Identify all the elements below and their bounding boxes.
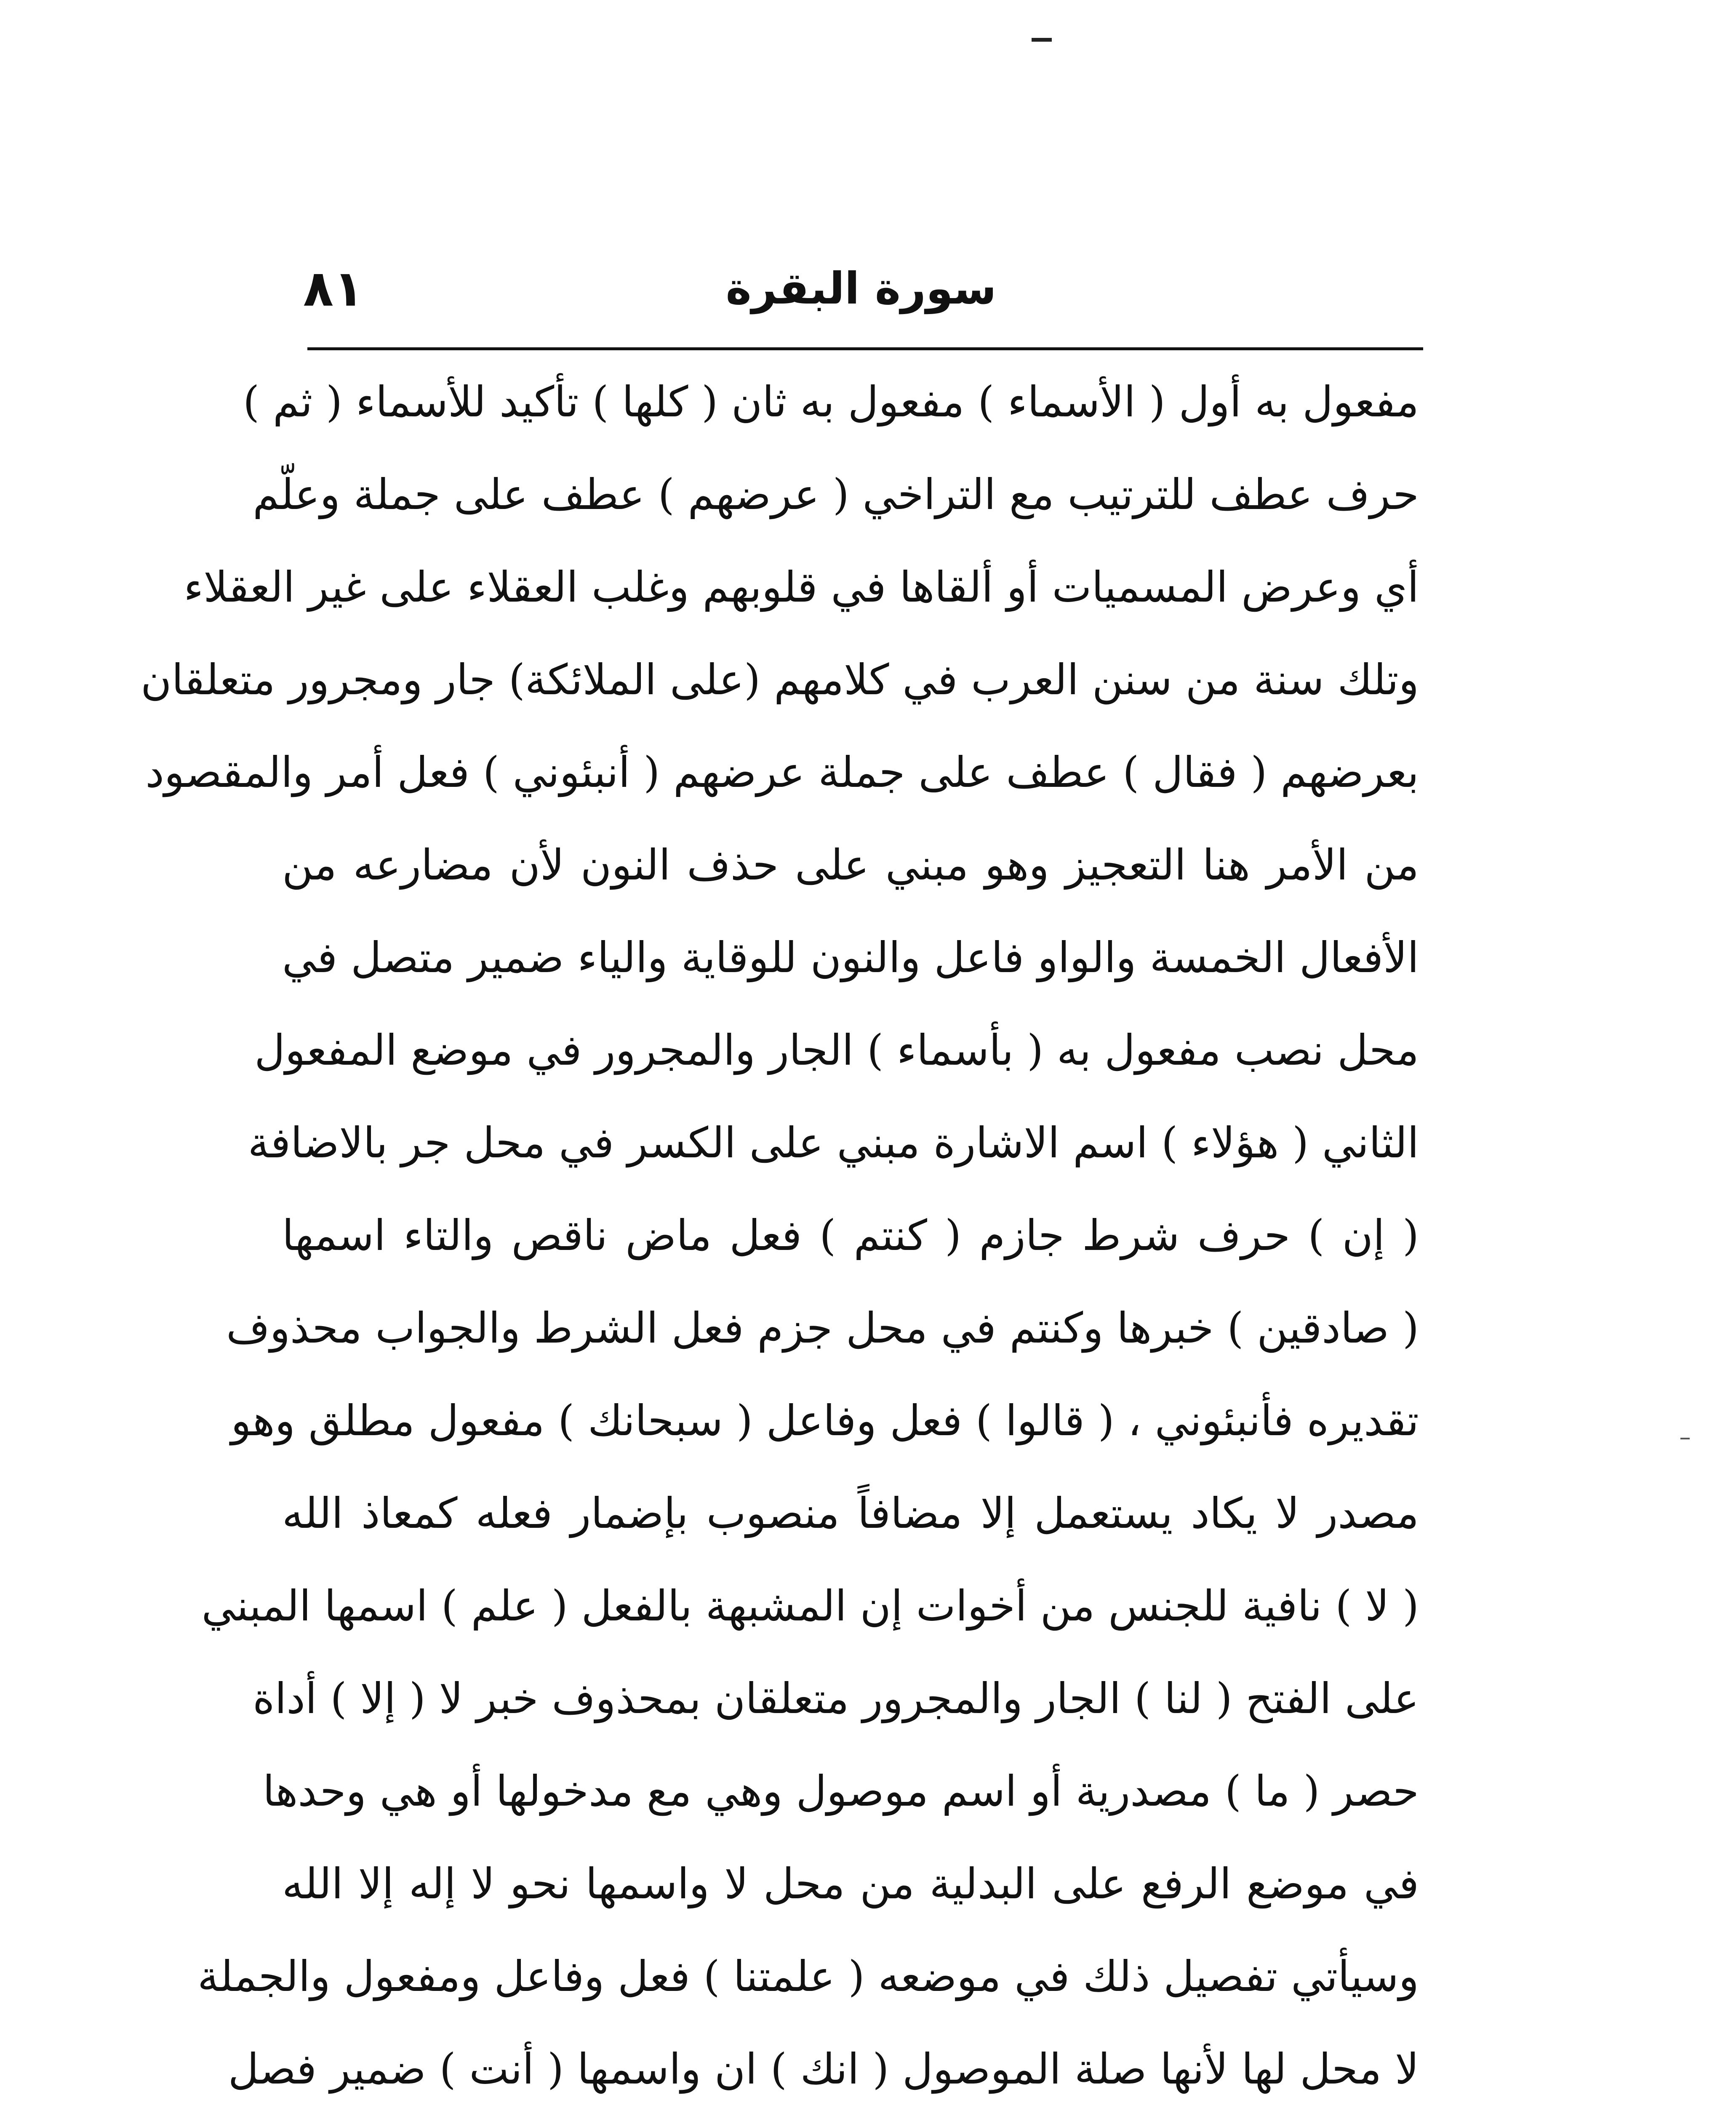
text-line: وتلك سنة من سنن العرب في كلامهم (على الملائكة) جار ومجرور متعلقان xyxy=(141,655,1419,704)
page-number: ٨١ xyxy=(303,259,364,317)
text-line: حصر ( ما ) مصدرية أو اسم موصول وهي مع مدخولها أو هي وحدها xyxy=(263,1767,1419,1816)
body-text xyxy=(141,356,1419,2105)
header-rule xyxy=(307,347,1423,350)
margin-tick-mark xyxy=(1680,1438,1690,1439)
text-line: الثاني ( هؤلاء ) اسم الاشارة مبني على الكسر في محل جر بالاضافة xyxy=(248,1118,1419,1167)
text-line: مفعول به أول ( الأسماء ) مفعول به ثان ( كلها ) تأكيد للأسماء ( ثم ) xyxy=(243,377,1419,426)
text-line: وسيأتي تفصيل ذلك في موضعه ( علمتنا ) فعل وفاعل ومفعول والجملة xyxy=(197,1952,1419,2001)
text-line: بعرضهم ( فقال ) عطف على جملة عرضهم ( أنبئوني ) فعل أمر والمقصود xyxy=(145,748,1419,797)
text-line: ( صادقين ) خبرها وكنتم في محل جزم فعل الشرط والجواب محذوف xyxy=(226,1303,1419,1353)
text-line: ( إن ) حرف شرط جازم ( كنتم ) فعل ماض ناقص والتاء اسمها xyxy=(282,1211,1419,1260)
page-header xyxy=(303,253,1419,333)
running-title: سورة البقرة xyxy=(725,263,997,314)
text-line: على الفتح ( لنا ) الجار والمجرور متعلقان بمحذوف خبر لا ( إلا ) أداة xyxy=(253,1674,1419,1723)
text-line: من الأمر هنا التعجيز وهو مبني على حذف النون لأن مضارعه من xyxy=(282,840,1419,890)
text-line: في موضع الرفع على البدلية من محل لا واسمها نحو لا إله إلا الله xyxy=(282,1859,1419,1908)
text-line: ( لا ) نافية للجنس من أخوات إن المشبهة بالفعل ( علم ) اسمها المبني xyxy=(201,1581,1419,1631)
text-line: مصدر لا يكاد يستعمل إلا مضافاً منصوب بإضمار فعله كمعاذ الله xyxy=(282,1489,1419,1538)
top-dash-mark xyxy=(1032,38,1052,42)
text-line: الأفعال الخمسة والواو فاعل والنون للوقاية والياء ضمير متصل في xyxy=(282,933,1419,982)
text-line: لا محل لها لأنها صلة الموصول ( انك ) ان واسمها ( أنت ) ضمير فصل xyxy=(228,2044,1419,2094)
text-line: تقديره فأنبئوني ، ( قالوا ) فعل وفاعل ( سبحانك ) مفعول مطلق وهو xyxy=(231,1396,1419,1445)
text-line: حرف عطف للترتيب مع التراخي ( عرضهم ) عطف على جملة وعلّم xyxy=(253,470,1419,519)
text-line: محل نصب مفعول به ( بأسماء ) الجار والمجرور في موضع المفعول xyxy=(254,1026,1419,1075)
text-line: أي وعرض المسميات أو ألقاها في قلوبهم وغلب العقلاء على غير العقلاء xyxy=(184,562,1419,612)
